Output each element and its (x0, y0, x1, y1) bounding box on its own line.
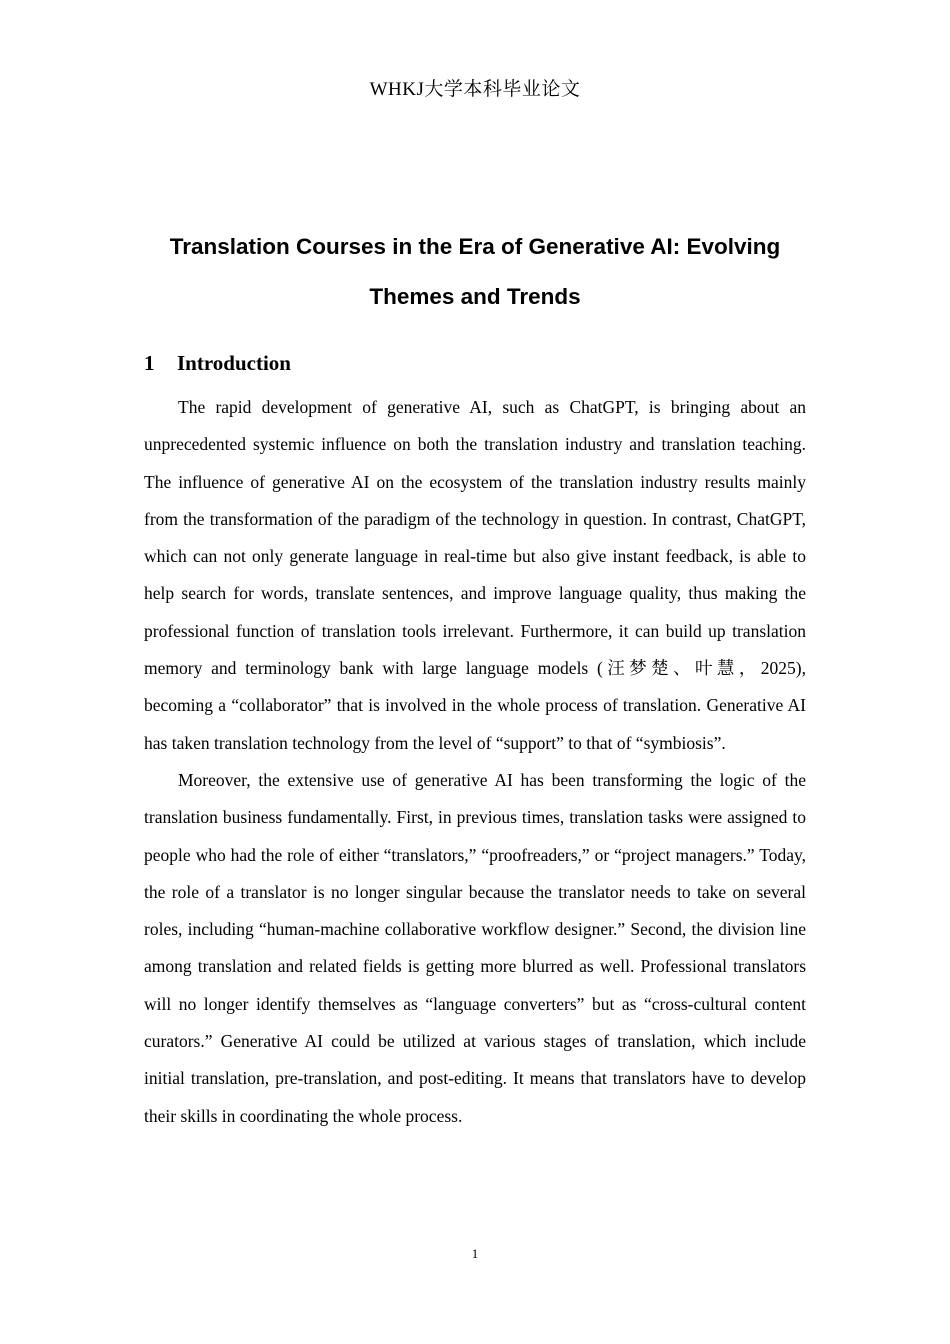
page-number: 1 (471, 1246, 479, 1261)
paper-title: Translation Courses in the Era of Generative AI: Evolving Themes and Trends (169, 234, 781, 309)
section-title: Introduction (177, 351, 291, 375)
section-heading (144, 351, 291, 376)
paragraph: Moreover, the extensive use of generative AI has been transforming the logic of the translation business fundamentally. First, in previous times, translation tasks were assigned to people who had the role of either “translators,” “proofreaders,” or “project managers.” Today, the role of a translator is no longer singular because the translator needs to take on several roles, including “human-machine collaborative workflow designer.” Second, the division line among translation and related fields is getting more blurred as well. Professional translators will no longer identify themselves as “language converters” but as “cross-cultural content curators.” Generative AI could be utilized at various stages of translation, which include initial translation, pre-translation, and post-editing. It means that translators have to develop their skills in coordinating the whole process. (144, 769, 806, 1126)
body-text (144, 389, 806, 1135)
paragraph: The rapid development of generative AI, such as ChatGPT, is bringing about an unprecedented systemic influence on both the translation industry and translation teaching. The influence of generative AI on the ecosystem of the translation industry results mainly from the transformation of the paradigm of the technology in question. In contrast, ChatGPT, which can not only generate language in real-time but also give instant feedback, is able to help search for words, translate sentences, and improve language quality, thus making the professional function of translation tools irrelevant. Furthermore, it can build up translation memory and terminology bank with large language models (汪梦楚、叶慧，2025), becoming a “collaborator” that is involved in the whole process of translation. Generative AI has taken translation technology from the level of “support” to that of “symbiosis”. (144, 397, 806, 753)
section-number: 1 (144, 351, 155, 375)
running-header: WHKJ大学本科毕业论文 (369, 79, 581, 100)
